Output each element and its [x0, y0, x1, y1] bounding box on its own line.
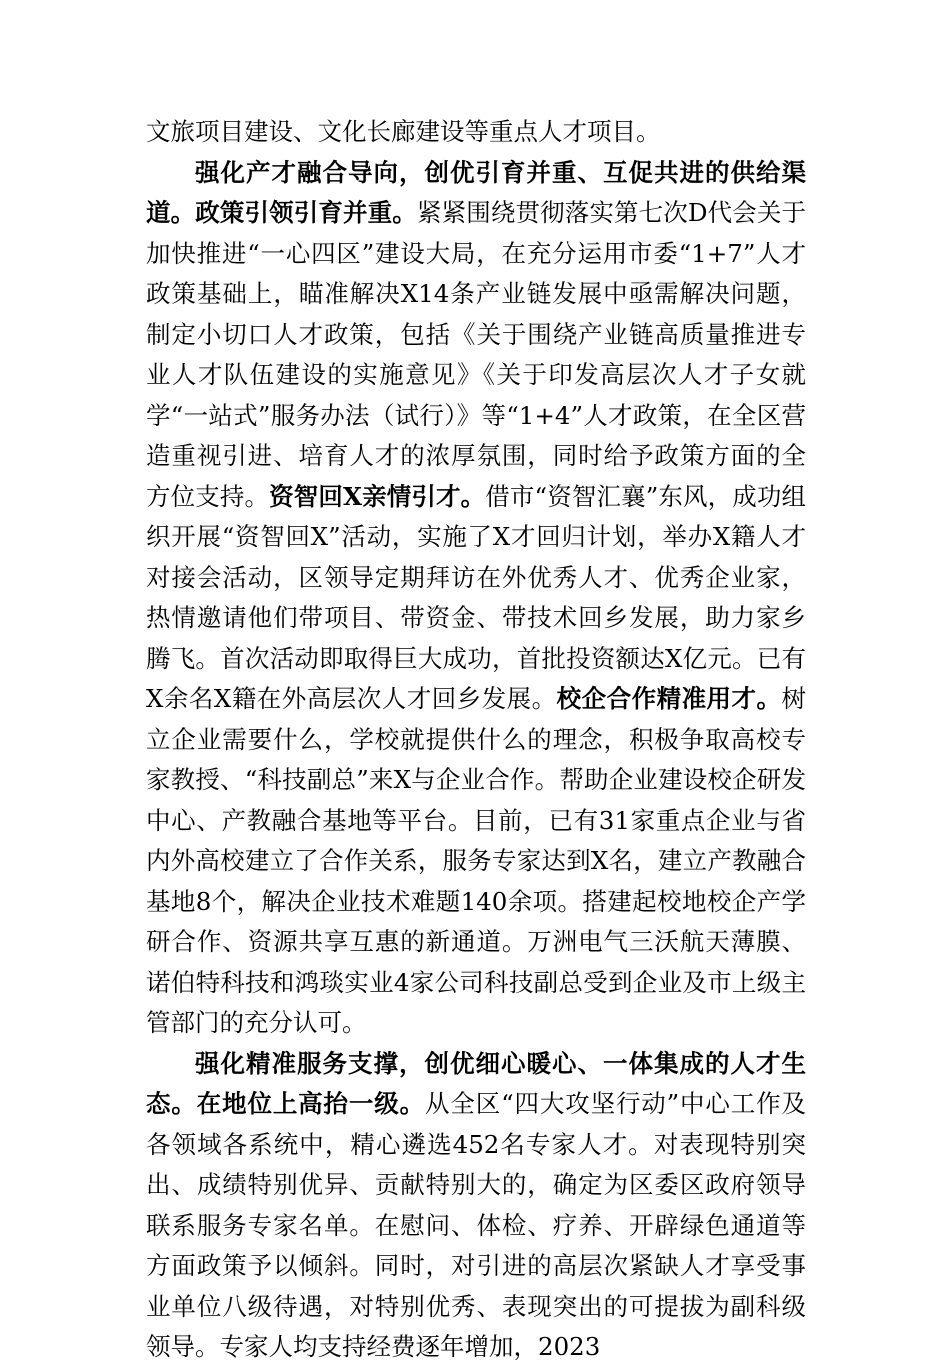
section-heading: 强化产才融合导向，创优引育并重、互促共进的供给渠道。 [146, 157, 806, 227]
text-run: 从全区“四大攻坚行动”中心工作及各领域各系统中，精心遴选452名专家人才。对表现特别突出、成绩特别优异、贡献特别大的，确定为区委区政府领导联系服务专家名单。在慰问、体检、疗养、开辟绿色通道等方面政策予以倾斜。同时，对引进的高层次紧缺人才享受事业单位八级待遇，对特别优秀、表现突出的可提拔为副科级领导。专家人均支持经费逐年增加，2023 [146, 1089, 807, 1361]
paragraph-continuation [146, 112, 806, 153]
subheading: 政策引领引育并重。 [195, 198, 417, 227]
text-run: 紧紧围绕贯彻落实第七次D代会关于加快推进“一心四区”建设大局，在充分运用市委“1+7”人才政策基础上，瞄准解决X14条产业链发展中亟需解决问题，制定小切口人才政策，包括《关于围绕产业链高质量推进专业人才队伍建设的实施意见》《关于印发高层次人才子女就学“一站式”服务办法（试行）》等“1+4”人才政策，在全区营造重视引进、培育人才的浓厚氛围，同时给予政策方面的全方位支持。 [146, 198, 807, 511]
section-heading: 强化精准服务支撑，创优细心暖心、一体集成的人才生态。 [146, 1048, 806, 1118]
text-run: 树立企业需要什么，学校就提供什么的理念，积极争取高校专家教授、“科技副总”来X与企业合作。帮助企业建设校企研发中心、产教融合基地等平台。目前，已有31家重点企业与省内外高校建立了合作关系，服务专家达到X名，建立产教融合基地8个，解决企业技术难题140余项。搭建起校地校企产学研合作、资源共享互惠的新通道。万洲电气三沃航天薄膜、诺伯特科技和鸿琰实业4家公司科技副总受到企业及市上级主管部门的充分认可。 [146, 684, 807, 1037]
text-run: 文旅项目建设、文化长廊建设等重点人才项目。 [146, 117, 661, 146]
paragraph-precision-service [146, 1044, 806, 1368]
document-page [146, 112, 806, 1368]
subheading: 校企合作精准用才。 [556, 684, 782, 713]
subheading: 在地位上高抬一级。 [196, 1089, 426, 1118]
subheading: 资智回X亲情引才。 [269, 481, 486, 511]
text-run: 借市“资智汇襄”东风，成功组织开展“资智回X”活动，实施了X才回归计划，举办X籍人才对接会活动，区领导定期拜访在外优秀人才、优秀企业家，热情邀请他们带项目、带资金、带技术回乡发展，助力家乡腾飞。首次活动即取得巨大成功，首批投资额达X亿元。已有X余名X籍在外高层次人才回乡发展。 [146, 481, 806, 713]
paragraph-industry-talent-integration [146, 153, 806, 1044]
